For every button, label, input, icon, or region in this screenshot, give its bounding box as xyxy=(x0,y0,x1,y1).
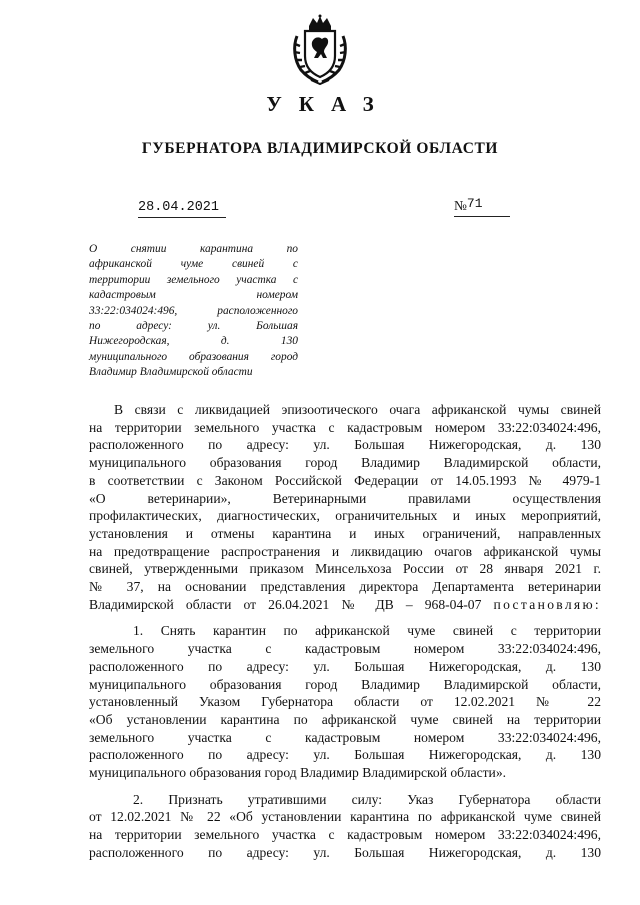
body-line: в соответствии с Законом Российской Федерации от 14.05.1993 № 4979-1 xyxy=(89,472,601,488)
document-date: 28.04.2021 xyxy=(138,200,226,218)
coat-of-arms-emblem-icon xyxy=(291,14,349,86)
paragraph-gap xyxy=(89,782,601,791)
subject-line: кадастровым номером xyxy=(89,289,298,302)
subject-line: 33:22:034024:496, расположенного xyxy=(89,304,298,317)
paragraph-gap xyxy=(89,613,601,622)
subject-line: по адресу: ул. Большая xyxy=(89,320,298,333)
document-subject xyxy=(89,242,298,381)
body-line: установления и отмены карантина и иных ограничений, направленных xyxy=(89,525,601,541)
decree-word: постановляю: xyxy=(493,596,601,612)
body-line: земельного участка с кадастровым номером 33:22:034024:496, xyxy=(89,641,601,657)
subject-line: африканской чуме свиней с xyxy=(89,258,298,271)
subject-line: О снятии карантина по xyxy=(89,243,298,255)
body-line: расположенного по адресу: ул. Большая Нижегородская, д. 130 xyxy=(89,747,601,763)
body-line: расположенного по адресу: ул. Большая Нижегородская, д. 130 xyxy=(89,437,601,453)
body-line: свиней, утвержденными приказом Минсельхоза России от 28 января 2021 г. xyxy=(89,561,601,577)
body-line: на предотвращение распространения и ликвидацию очагов африканской чумы xyxy=(89,543,601,559)
body-line: муниципального образования город Владимир Владимирской области, xyxy=(89,676,601,692)
item-1-paragraph xyxy=(89,622,601,781)
document-number-field xyxy=(454,196,510,217)
body-line: «О ветеринарии», Ветеринарными правилами осуществления xyxy=(89,490,601,506)
body-line: муниципального образования город Владимир Владимирской области, xyxy=(89,455,601,471)
body-line-decree xyxy=(89,596,601,614)
document-body xyxy=(89,401,601,862)
body-line: на территории земельного участка с кадастровым номером 33:22:034024:496, xyxy=(89,419,601,435)
number-sign: № xyxy=(454,198,467,213)
body-line: земельного участка с кадастровым номером 33:22:034024:496, xyxy=(89,729,601,745)
body-line: № 37, на основании представления директора Департамента ветеринарии xyxy=(89,579,601,595)
body-line: «Об установлении карантина по африканской чуме свиней на территории xyxy=(89,711,601,727)
body-line: В связи с ликвидацией эпизоотического очага африканской чумы свиней xyxy=(114,402,601,417)
preamble-last-text: Владимирской области от 26.04.2021 № ДВ – 968-04-07 xyxy=(89,596,482,612)
body-line: расположенного по адресу: ул. Большая Нижегородская, д. 130 xyxy=(89,658,601,674)
subject-line: территории земельного участка с xyxy=(89,273,298,286)
item-2-paragraph xyxy=(89,791,601,862)
subject-line: муниципального образования город xyxy=(89,350,298,363)
body-line: муниципального образования город Владимир Владимирской области». xyxy=(89,765,507,781)
body-line: на территории земельного участка с кадастровым номером 33:22:034024:496, xyxy=(89,827,601,843)
subject-line: Нижегородская, д. 130 xyxy=(89,335,298,348)
body-line: установленный Указом Губернатора области от 12.02.2021 № 22 xyxy=(89,694,601,710)
body-line: расположенного по адресу: ул. Большая Нижегородская, д. 130 xyxy=(89,844,601,860)
document-title: УКАЗ xyxy=(266,92,391,116)
preamble-paragraph xyxy=(89,401,601,613)
document-number: 71 xyxy=(466,196,483,211)
body-line: 1. Снять карантин по африканской чуме свиней с территории xyxy=(133,623,601,639)
body-line: от 12.02.2021 № 22 «Об установлении карантина по африканской чуме свиней xyxy=(89,809,601,825)
document-subtitle: ГУБЕРНАТОРА ВЛАДИМИРСКОЙ ОБЛАСТИ xyxy=(141,140,499,157)
subject-line: Владимир Владимирской области xyxy=(89,366,253,379)
body-line: 2. Признать утратившими силу: Указ Губернатора области xyxy=(133,791,601,807)
body-line: профилактических, диагностических, ограничительных и иных мероприятий, xyxy=(89,508,601,524)
